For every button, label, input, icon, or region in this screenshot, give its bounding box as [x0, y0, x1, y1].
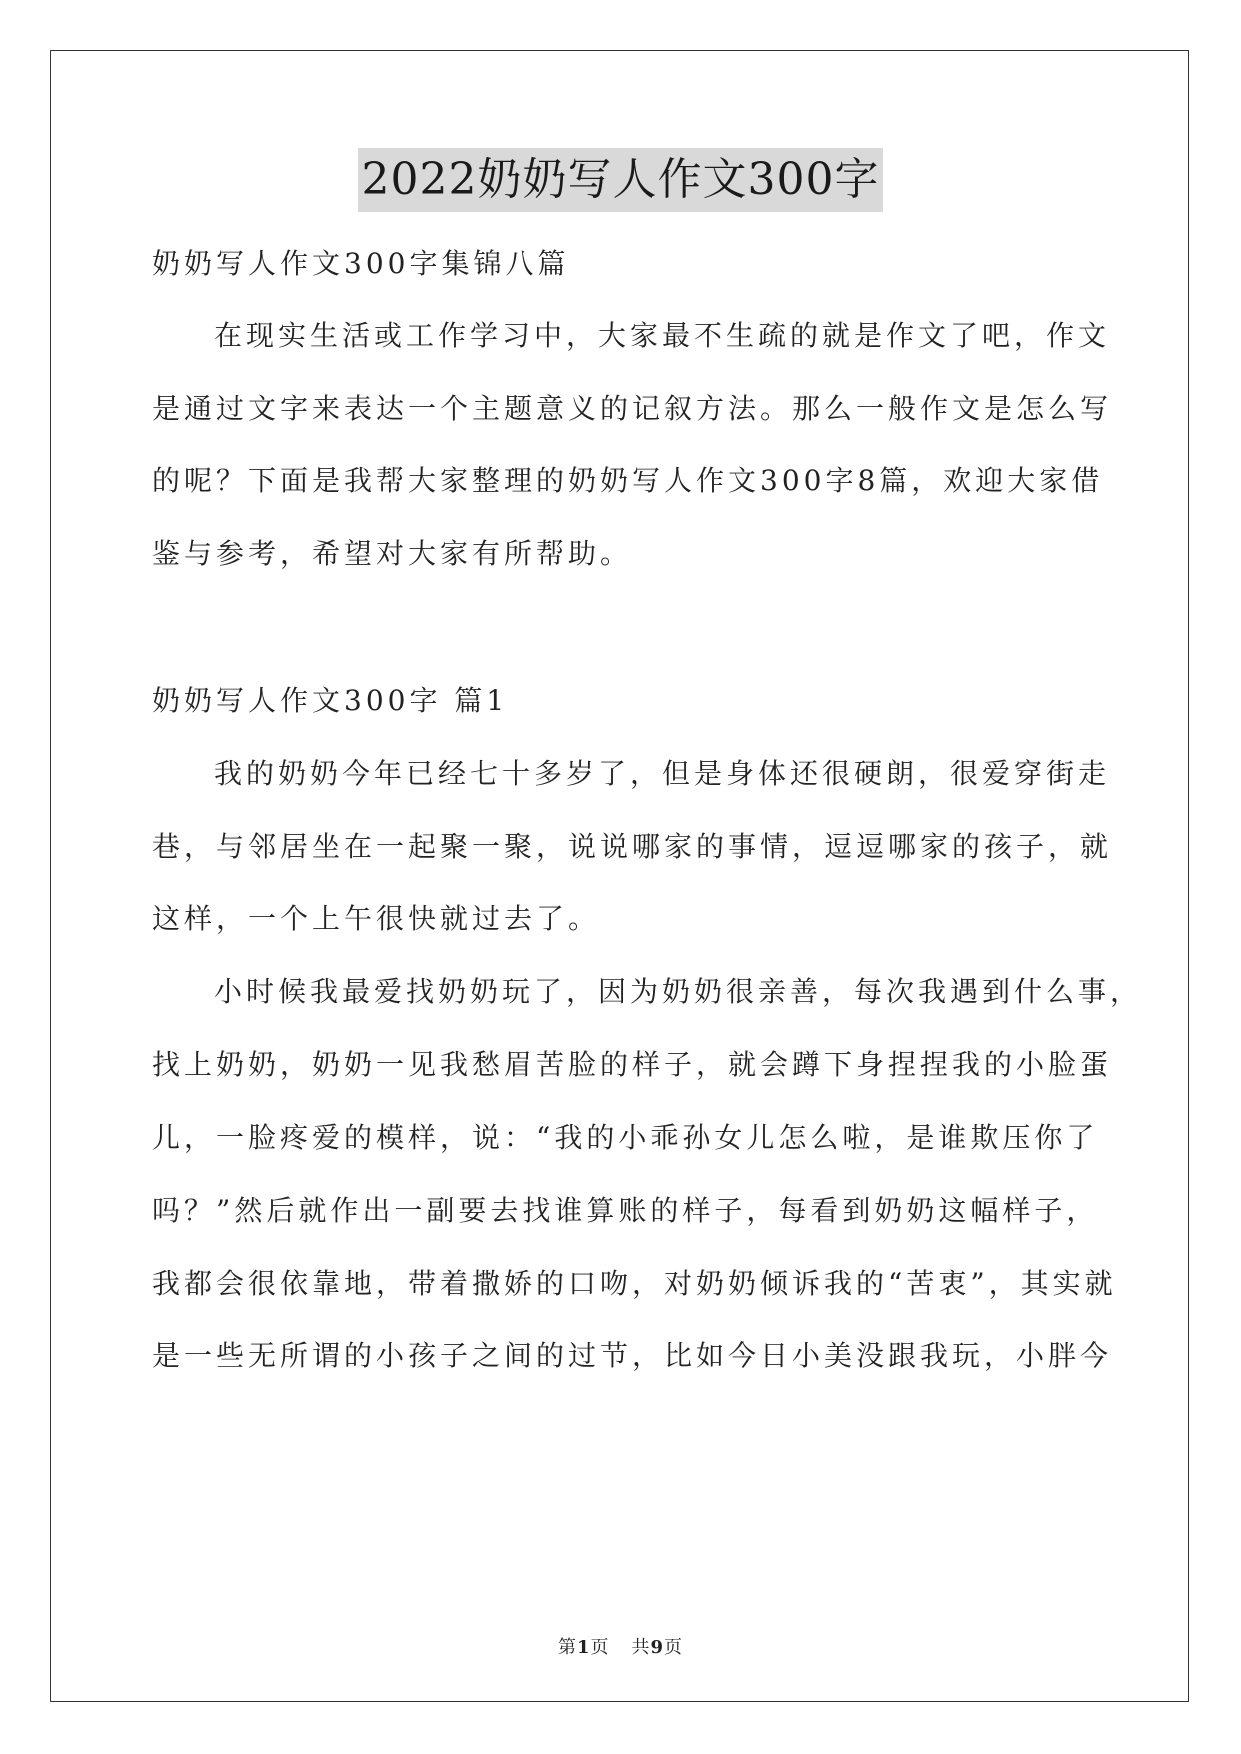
paragraph1-line-3: 这样，一个上午很快就过去了。 — [152, 902, 601, 935]
paragraph1-line-1: 我的奶奶今年已经七十多岁了，但是身体还很硬朗，很爱穿街走 — [214, 757, 1111, 790]
intro-line-3: 的呢？下面是我帮大家整理的奶奶写人作文300字8篇，欢迎大家借 — [152, 464, 1104, 497]
intro-line-2: 是通过文字来表达一个主题意义的记叙方法。那么一般作文是怎么写 — [152, 392, 1113, 425]
paragraph1-line-2: 巷，与邻居坐在一起聚一聚，说说哪家的事情，逗逗哪家的孩子，就 — [152, 830, 1113, 863]
footer-page-suffix: 页 — [590, 1637, 610, 1658]
footer-page-prefix: 第 — [557, 1637, 577, 1658]
intro-line-4: 鉴与参考，希望对大家有所帮助。 — [152, 537, 633, 570]
title-container — [0, 148, 1241, 212]
paragraph2-line-4: 吗？”然后就作出一副要去找谁算账的样子，每看到奶奶这幅样子， — [152, 1194, 1099, 1227]
paragraph2-line-5: 我都会很依靠地，带着撒娇的口吻，对奶奶倾诉我的“苦衷”，其实就 — [152, 1267, 1117, 1300]
paragraph2-line-2: 找上奶奶，奶奶一见我愁眉苦脸的样子，就会蹲下身捏捏我的小脸蛋 — [152, 1048, 1113, 1081]
paragraph2-line-1: 小时候我最爱找奶奶玩了，因为奶奶很亲善，每次我遇到什么事， — [214, 975, 1143, 1008]
intro-line-1: 在现实生活或工作学习中，大家最不生疏的就是作文了吧，作文 — [214, 319, 1111, 352]
page-border — [50, 50, 1189, 1702]
document-title: 2022奶奶写人作文300字 — [358, 148, 884, 212]
paragraph2-line-3: 儿，一脸疼爱的模样，说：“我的小乖孙女儿怎么啦，是谁欺压你了 — [152, 1121, 1099, 1154]
section-heading: 奶奶写人作文300字 篇1 — [152, 684, 509, 717]
footer-page-number: 1 — [576, 1637, 591, 1658]
document-subtitle: 奶奶写人作文300字集锦八篇 — [152, 247, 570, 280]
paragraph2-line-6: 是一些无所谓的小孩子之间的过节，比如今日小美没跟我玩，小胖今 — [152, 1339, 1113, 1372]
page-footer — [0, 1633, 1241, 1659]
footer-total-prefix: 共 — [631, 1637, 651, 1658]
footer-total-suffix: 页 — [664, 1637, 684, 1658]
footer-total-pages: 9 — [650, 1637, 665, 1658]
